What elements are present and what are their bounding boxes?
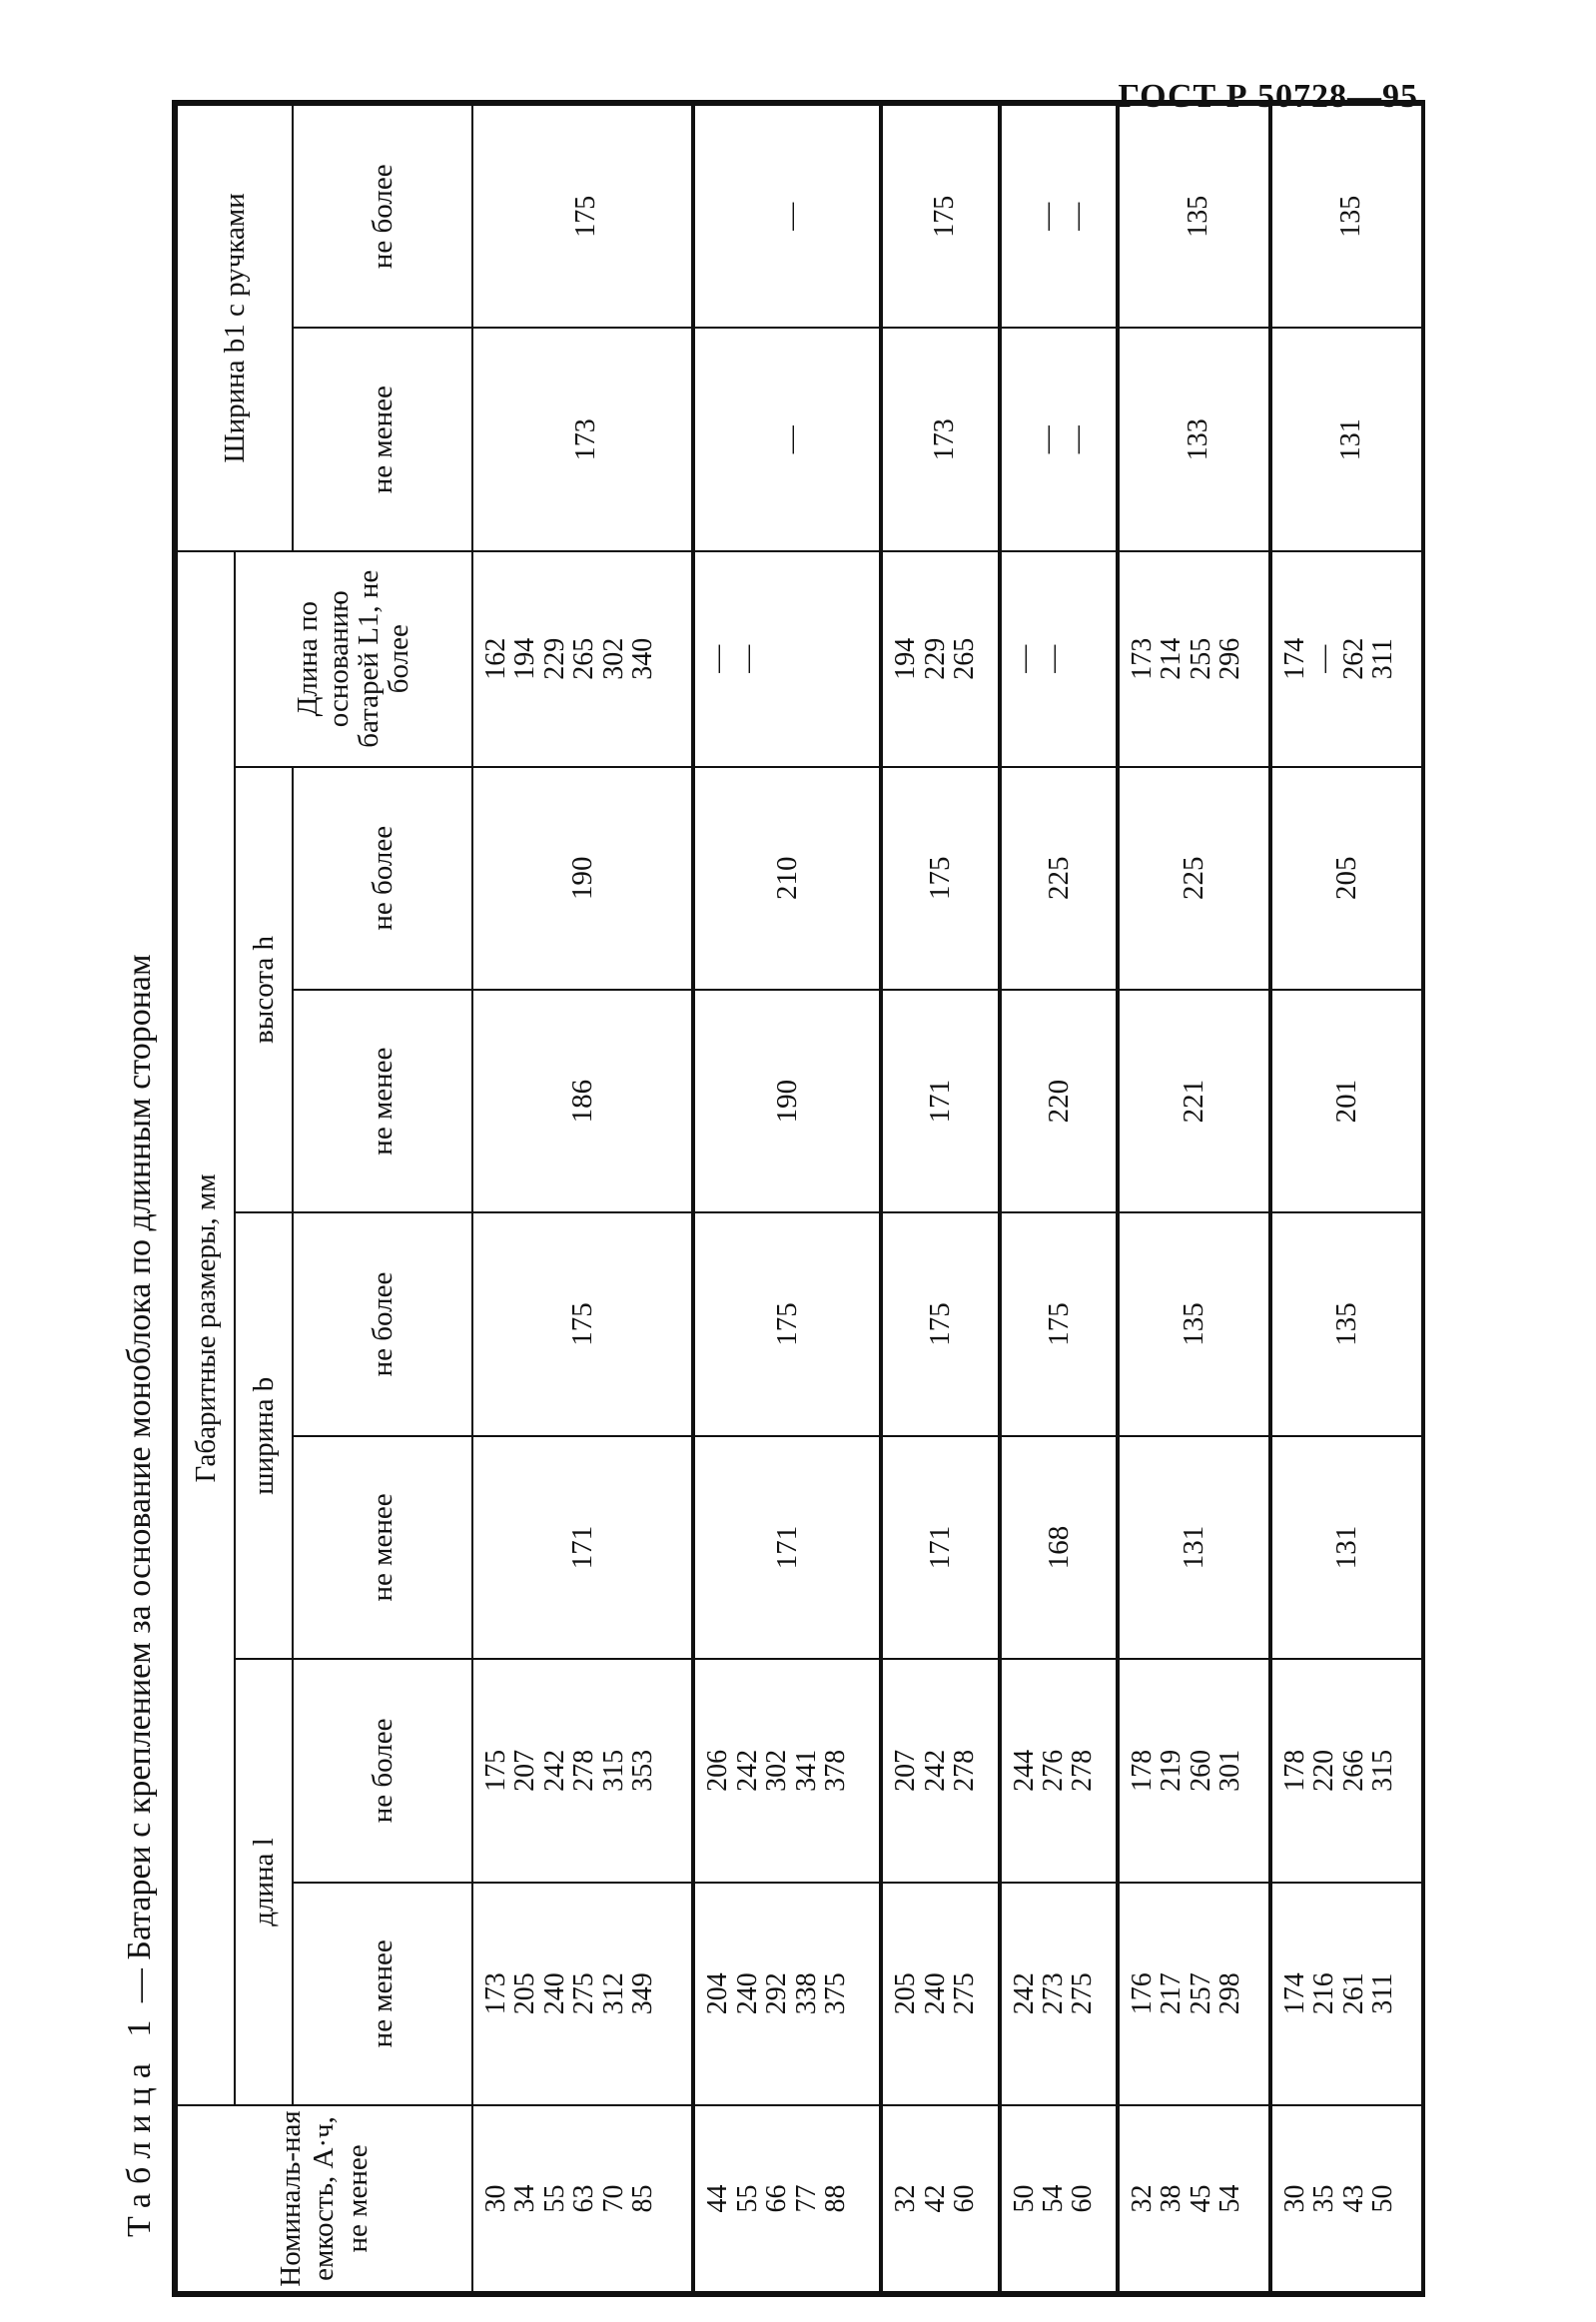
table-caption: [110, 954, 170, 2237]
cell-value: 173: [570, 418, 602, 461]
cell-value: 312: [597, 1972, 629, 2015]
cell-value: 30: [480, 2184, 511, 2213]
cell-l-min: [693, 1883, 881, 2105]
cell-value: 88: [819, 2184, 851, 2213]
cell-capacity: [1270, 2105, 1422, 2292]
cell-value: 276: [1037, 1749, 1069, 1792]
cell-value: 54: [1037, 2184, 1069, 2213]
cell-value: 60: [948, 2184, 980, 2213]
cell-capacity: [881, 2105, 999, 2292]
cell-value: 278: [948, 1749, 980, 1792]
cell-value: 194: [509, 637, 541, 680]
cell-b1-min: [472, 328, 693, 550]
cell-value: 375: [819, 1972, 851, 2015]
cell-b1-min: [693, 328, 881, 550]
cell-value: 173: [480, 1972, 511, 2015]
cell-value: 204: [702, 1972, 734, 2015]
cell-value: 50: [1367, 2184, 1399, 2213]
cell-value: —: [1032, 202, 1064, 231]
cell-value: 315: [1367, 1749, 1399, 1792]
header-capacity: Номиналь-ная емкость, А·ч, не менее: [177, 2105, 472, 2292]
cell-b1-max: [881, 105, 999, 328]
cell-b-max: 135: [1118, 1212, 1270, 1435]
cell-value: —: [702, 644, 734, 673]
cell-value: 77: [790, 2184, 822, 2213]
cell-value: 311: [1367, 638, 1399, 680]
cell-b-max: 175: [472, 1212, 693, 1435]
cell-value: 175: [570, 195, 602, 238]
header-height: высота h: [235, 767, 293, 1213]
cell-b1-max: [472, 105, 693, 328]
header-width-min: не менее: [293, 1436, 472, 1659]
cell-b1-min: [1118, 328, 1270, 550]
cell-value: 341: [790, 1749, 822, 1792]
cell-value: 302: [761, 1749, 793, 1792]
table-row: [1000, 105, 1118, 2292]
table-row: [881, 105, 999, 2292]
cell-capacity: [1118, 2105, 1270, 2292]
table-caption-label: Таблица 1: [121, 2010, 158, 2237]
cell-b1-max: [1000, 105, 1118, 328]
cell-l-min: [472, 1883, 693, 2105]
header-width-max: не более: [293, 1212, 472, 1435]
cell-L1: [472, 551, 693, 767]
cell-value: 240: [919, 1972, 951, 2015]
cell-h-max: 210: [693, 767, 881, 990]
header-height-max: не более: [293, 767, 472, 990]
cell-l-max: [1000, 1659, 1118, 1882]
cell-l-min: [1118, 1883, 1270, 2105]
cell-value: 298: [1214, 1972, 1246, 2015]
cell-value: 32: [1126, 2184, 1158, 2213]
cell-capacity: [693, 2105, 881, 2292]
cell-value: 50: [1008, 2184, 1040, 2213]
cell-value: 43: [1337, 2184, 1369, 2213]
cell-L1: [1000, 551, 1118, 767]
header-length: длина l: [235, 1659, 293, 2105]
table-body: [472, 105, 1422, 2292]
cell-b-max: 175: [1000, 1212, 1118, 1435]
cell-value: 240: [731, 1972, 763, 2015]
header-handles-max: не более: [293, 105, 472, 328]
cell-h-max: 205: [1270, 767, 1422, 990]
battery-dimensions-table: [172, 100, 1425, 2297]
cell-b1-max: [1118, 105, 1270, 328]
cell-l-min: [1270, 1883, 1422, 2105]
cell-value: 261: [1337, 1972, 1369, 2015]
cell-h-max: 190: [472, 767, 693, 990]
cell-value: 262: [1337, 637, 1369, 680]
cell-value: 242: [731, 1749, 763, 1792]
cell-value: 63: [568, 2184, 600, 2213]
table-row: [472, 105, 693, 2292]
cell-value: 175: [480, 1749, 511, 1792]
cell-value: 207: [890, 1749, 922, 1792]
cell-value: 229: [919, 637, 951, 680]
cell-value: 340: [626, 637, 658, 680]
document-number: ГОСТ Р 50728—95: [1118, 78, 1418, 115]
cell-b-min: 171: [881, 1436, 999, 1659]
cell-value: 206: [702, 1749, 734, 1792]
cell-value: 162: [480, 637, 511, 680]
cell-b-max: 175: [693, 1212, 881, 1435]
cell-value: 135: [1182, 195, 1213, 238]
cell-value: —: [1008, 644, 1040, 673]
cell-l-max: [1118, 1659, 1270, 1882]
table-row: [1270, 105, 1422, 2292]
table-row: [693, 105, 881, 2292]
cell-value: 205: [509, 1972, 541, 2015]
cell-value: 255: [1185, 637, 1216, 680]
cell-value: 32: [890, 2184, 922, 2213]
cell-value: 338: [790, 1972, 822, 2015]
cell-value: 173: [1126, 637, 1158, 680]
cell-value: 44: [702, 2184, 734, 2213]
cell-value: 302: [597, 637, 629, 680]
cell-b1-max: [693, 105, 881, 328]
cell-value: 275: [948, 1972, 980, 2015]
cell-value: 207: [509, 1749, 541, 1792]
header-width-with-handles: Ширина b1 с ручками: [177, 105, 293, 551]
cell-value: —: [1032, 425, 1064, 454]
cell-value: 34: [509, 2184, 541, 2213]
cell-value: —: [731, 644, 763, 673]
cell-value: 173: [928, 418, 960, 461]
cell-value: 175: [928, 195, 960, 238]
cell-value: 178: [1126, 1749, 1158, 1792]
cell-value: 378: [819, 1749, 851, 1792]
cell-value: 301: [1214, 1749, 1246, 1792]
cell-value: 278: [1067, 1749, 1099, 1792]
cell-value: 257: [1185, 1972, 1216, 2015]
cell-value: 273: [1037, 1972, 1069, 2015]
cell-b1-max: [1270, 105, 1422, 328]
cell-value: 217: [1156, 1972, 1188, 2015]
cell-value: 266: [1337, 1749, 1369, 1792]
cell-h-min: 201: [1270, 990, 1422, 1212]
table-caption-text: — Батареи с креплением за основание моноблока по длинным сторонам: [121, 954, 158, 2003]
cell-L1: [1118, 551, 1270, 767]
cell-b-min: 171: [472, 1436, 693, 1659]
header-overall-dimensions: Габаритные размеры, мм: [177, 551, 235, 2105]
cell-value: 242: [1008, 1972, 1040, 2015]
cell-value: 205: [890, 1972, 922, 2015]
header-base-length: Длина по основанию батарей L1, не более: [235, 551, 472, 767]
cell-l-max: [881, 1659, 999, 1882]
cell-L1: [1270, 551, 1422, 767]
cell-h-min: 190: [693, 990, 881, 1212]
cell-value: 275: [568, 1972, 600, 2015]
cell-value: 135: [1334, 195, 1366, 238]
cell-value: 244: [1008, 1749, 1040, 1792]
cell-value: —: [775, 202, 807, 231]
cell-l-max: [1270, 1659, 1422, 1882]
cell-capacity: [472, 2105, 693, 2292]
cell-b1-min: [881, 328, 999, 550]
cell-l-min: [881, 1883, 999, 2105]
cell-value: 54: [1214, 2184, 1246, 2213]
cell-value: 178: [1279, 1749, 1311, 1792]
cell-b-max: 175: [881, 1212, 999, 1435]
cell-value: 30: [1279, 2184, 1311, 2213]
cell-value: 66: [761, 2184, 793, 2213]
cell-value: —: [775, 425, 807, 454]
cell-value: 70: [597, 2184, 629, 2213]
cell-value: —: [1061, 425, 1093, 454]
cell-h-min: 220: [1000, 990, 1118, 1212]
cell-b-min: 131: [1118, 1436, 1270, 1659]
cell-value: 214: [1156, 637, 1188, 680]
cell-value: 38: [1156, 2184, 1188, 2213]
header-handles-min: не менее: [293, 328, 472, 550]
header-length-max: не более: [293, 1659, 472, 1882]
cell-value: —: [1308, 644, 1340, 673]
cell-value: 85: [626, 2184, 658, 2213]
cell-value: 278: [568, 1749, 600, 1792]
cell-value: 296: [1214, 637, 1246, 680]
cell-value: 311: [1367, 1972, 1399, 2014]
cell-value: 349: [626, 1972, 658, 2015]
cell-value: 275: [1067, 1972, 1099, 2015]
cell-value: 174: [1279, 1972, 1311, 2015]
cell-value: 45: [1185, 2184, 1216, 2213]
cell-b-min: 171: [693, 1436, 881, 1659]
cell-value: 216: [1308, 1972, 1340, 2015]
cell-l-max: [693, 1659, 881, 1882]
cell-value: 219: [1156, 1749, 1188, 1792]
cell-value: 229: [538, 637, 570, 680]
header-length-min: не менее: [293, 1883, 472, 2105]
cell-h-min: 171: [881, 990, 999, 1212]
cell-value: 260: [1185, 1749, 1216, 1792]
cell-value: 265: [568, 637, 600, 680]
cell-h-max: 225: [1118, 767, 1270, 990]
header-height-min: не менее: [293, 990, 472, 1212]
rotated-page-content: [110, 100, 1428, 2297]
table-row: [1118, 105, 1270, 2292]
cell-value: —: [1061, 202, 1093, 231]
cell-l-max: [472, 1659, 693, 1882]
cell-l-min: [1000, 1883, 1118, 2105]
cell-value: 353: [626, 1749, 658, 1792]
cell-value: 55: [538, 2184, 570, 2213]
cell-h-min: 186: [472, 990, 693, 1212]
cell-L1: [881, 551, 999, 767]
cell-value: 42: [919, 2184, 951, 2213]
cell-value: 242: [538, 1749, 570, 1792]
cell-b-min: 131: [1270, 1436, 1422, 1659]
cell-L1: [693, 551, 881, 767]
cell-h-max: 175: [881, 767, 999, 990]
cell-value: 265: [948, 637, 980, 680]
cell-capacity: [1000, 2105, 1118, 2292]
cell-value: 55: [731, 2184, 763, 2213]
cell-value: 176: [1126, 1972, 1158, 2015]
cell-h-min: 221: [1118, 990, 1270, 1212]
cell-b1-min: [1000, 328, 1118, 550]
cell-value: 292: [761, 1972, 793, 2015]
cell-value: 194: [890, 637, 922, 680]
cell-value: 131: [1334, 418, 1366, 461]
cell-value: 240: [538, 1972, 570, 2015]
cell-b1-min: [1270, 328, 1422, 550]
cell-h-max: 225: [1000, 767, 1118, 990]
cell-value: 315: [597, 1749, 629, 1792]
cell-value: —: [1037, 644, 1069, 673]
cell-value: 60: [1067, 2184, 1099, 2213]
cell-value: 133: [1182, 418, 1213, 461]
cell-value: 35: [1308, 2184, 1340, 2213]
header-width: ширина b: [235, 1212, 293, 1659]
cell-b-min: 168: [1000, 1436, 1118, 1659]
cell-value: 174: [1279, 637, 1311, 680]
cell-value: 220: [1308, 1749, 1340, 1792]
cell-value: 242: [919, 1749, 951, 1792]
cell-b-max: 135: [1270, 1212, 1422, 1435]
